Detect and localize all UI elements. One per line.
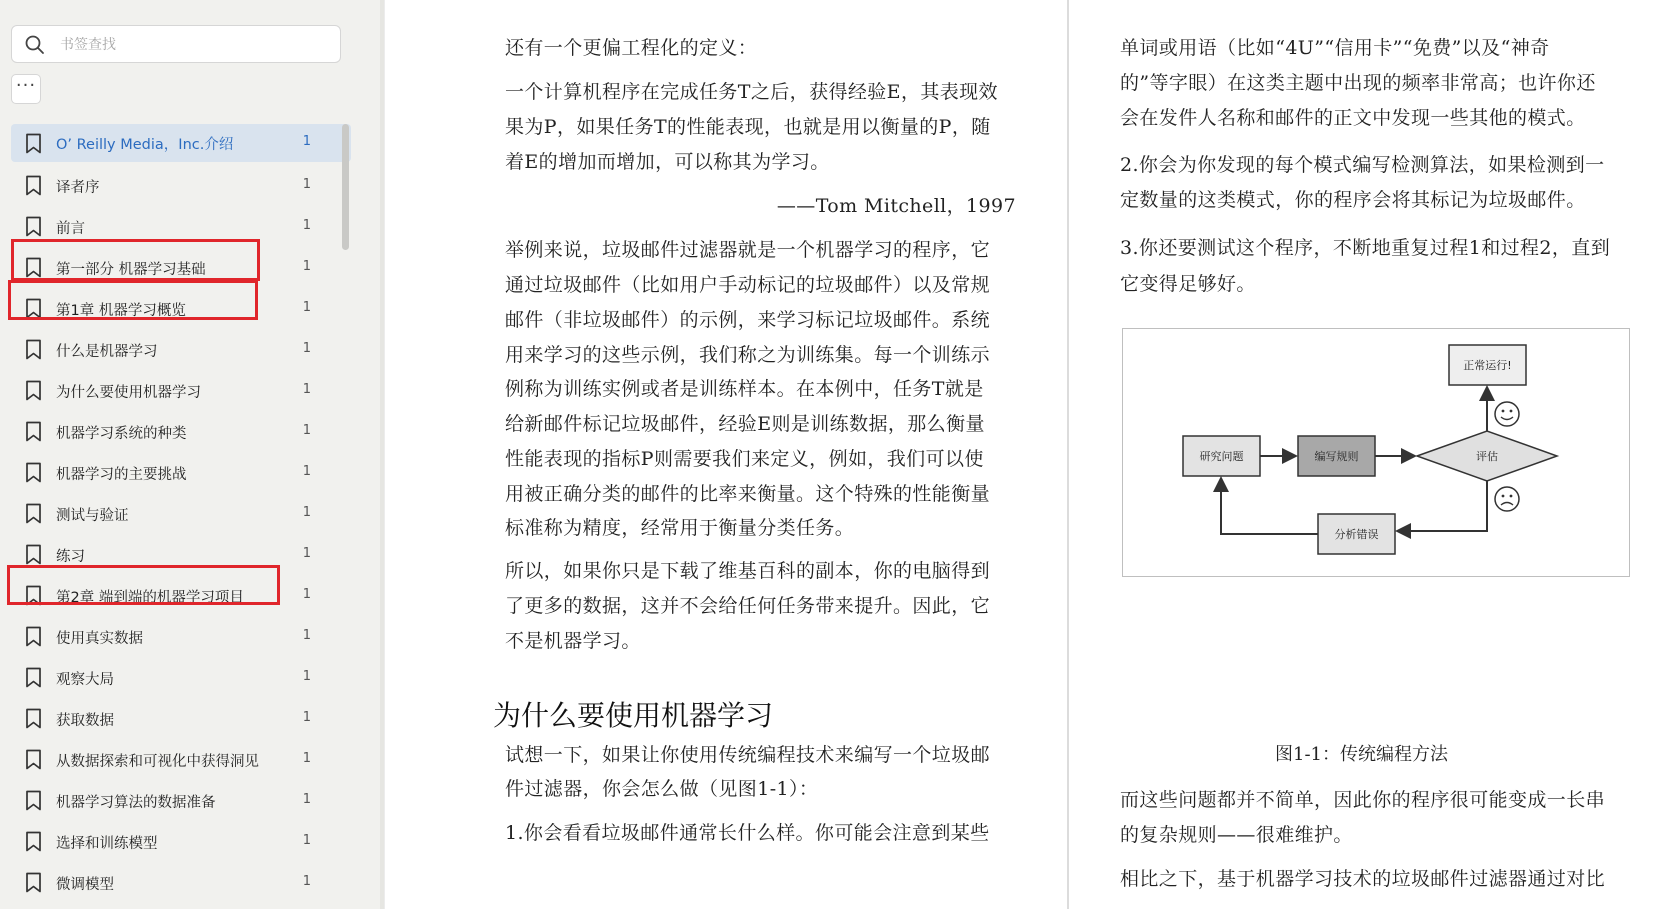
bookmark-item[interactable] [11,370,351,411]
bookmark-page-number: 1 [302,218,311,233]
search-icon [24,34,46,56]
body-text-line: 而这些问题都并不简单，因此你的程序很可能变成一长串 [1120,789,1606,811]
bookmark-page-number: 1 [302,423,311,438]
body-text-line: 件过滤器，你会怎么做（见图1-1）： [505,778,819,800]
bookmark-page-number: 1 [302,587,311,602]
bookmark-item[interactable] [11,780,351,821]
bookmark-label: 获取数据 [56,713,114,729]
figure-traditional-programming [1122,328,1630,577]
bookmark-label: 第1章 机器学习概览 [56,303,186,319]
bookmark-page-number: 1 [302,751,311,766]
bookmark-icon [25,462,42,483]
body-text-line: 定数量的这类模式，你的程序会将其标记为垃圾邮件。 [1120,189,1586,211]
bookmark-page-number: 1 [302,464,311,479]
body-text-line: 的复杂规则——很难维护。 [1120,824,1353,846]
node-label-launch: 正常运行! [1463,359,1512,372]
bookmark-item[interactable] [11,493,351,534]
bookmark-label: 观察大局 [56,672,114,688]
sidebar-divider[interactable] [380,0,384,909]
body-text-line: 的”等字眼）在这类主题中出现的频率非常高；也许你还 [1120,72,1596,94]
body-text-line: 标准称为精度，经常用于衡量分类任务。 [505,517,855,539]
bookmark-label: 从数据探索和可视化中获得洞见 [56,754,259,770]
bookmark-label: 机器学习的主要挑战 [56,467,187,483]
body-text-line: 着E的增加而增加，可以称其为学习。 [505,151,830,173]
bookmark-label: 第一部分 机器学习基础 [56,262,206,278]
bookmark-page-number: 1 [302,300,311,315]
bookmark-label: 机器学习系统的种类 [56,426,187,442]
bookmark-page-number: 1 [302,833,311,848]
bookmark-label: 为什么要使用机器学习 [56,385,201,401]
bookmark-sidebar [0,0,380,909]
body-text-line: 相比之下，基于机器学习技术的垃圾邮件过滤器通过对比 [1120,868,1606,890]
body-text-line: 了更多的数据，这并不会给任何任务带来提升。因此，它 [505,595,991,617]
bookmark-item[interactable] [11,821,351,862]
flowchart-diagram [1123,329,1631,578]
bookmark-item[interactable] [11,411,351,452]
bookmark-page-number: 1 [302,792,311,807]
body-text-line: 用被正确分类的邮件的比率来衡量。这个特殊的性能衡量 [505,483,991,505]
happy-face-icon [1495,402,1519,426]
bookmark-icon [25,421,42,442]
bookmark-item[interactable] [11,124,351,162]
bookmark-item[interactable] [11,329,351,370]
bookmark-icon [25,339,42,360]
body-text-line: 性能表现的指标P则需要我们来定义，例如，我们可以使 [505,448,984,470]
node-label-write: 编写规则 [1314,450,1359,463]
bookmark-item[interactable] [11,452,351,493]
bookmark-page-number: 1 [302,259,311,274]
bookmark-label: 什么是机器学习 [56,344,158,360]
bookmark-search-box[interactable] [11,25,341,63]
body-text-line: 通过垃圾邮件（比如用户手动标记的垃圾邮件）以及常规 [505,274,991,296]
sidebar-scrollbar-thumb[interactable] [342,124,349,250]
bookmark-page-number: 1 [302,710,311,725]
bookmark-label: 译者序 [56,180,100,196]
bookmark-icon [25,626,42,647]
bookmark-icon [25,175,42,196]
body-text-line: 还有一个更偏工程化的定义： [505,37,758,59]
bookmark-label: 前言 [56,221,85,237]
body-text-line: 所以，如果你只是下载了维基百科的副本，你的电脑得到 [505,560,991,582]
bookmark-item[interactable] [11,862,351,903]
bookmark-icon [25,872,42,893]
bookmark-search-input[interactable] [58,32,332,58]
bookmark-label: 机器学习算法的数据准备 [56,795,216,811]
bookmark-item[interactable] [11,657,351,698]
bookmark-label: 使用真实数据 [56,631,143,647]
bookmark-label: 测试与验证 [56,508,129,524]
body-text-line: 一个计算机程序在完成任务T之后，获得经验E，其表现效 [505,81,998,103]
node-label-analyze: 分析错误 [1334,528,1379,541]
node-label-evaluate: 评估 [1476,450,1498,463]
bookmark-label: O’ Reilly Media，Inc.介绍 [56,137,234,153]
section-heading: 为什么要使用机器学习 [493,699,774,732]
bookmark-item[interactable] [11,698,351,739]
highlight-box-part1 [11,239,260,281]
bookmark-item[interactable] [11,165,351,206]
body-text-line: 2.你会为你发现的每个模式编写检测算法，如果检测到一 [1120,154,1605,176]
body-text-line: 1.你会看看垃圾邮件通常长什么样。你可能会注意到某些 [505,822,990,844]
bookmark-page-number: 1 [302,546,311,561]
body-text-line: 果为P，如果任务T的性能表现，也就是用以衡量的P，随 [505,116,991,138]
body-text-line: 3.你还要测试这个程序，不断地重复过程1和过程2，直到 [1120,237,1611,259]
body-text-line: 用来学习的这些示例，我们称之为训练集。每一个训练示 [505,344,991,366]
bookmark-page-number: 1 [302,341,311,356]
bookmark-page-number: 1 [302,134,311,149]
sad-face-icon [1495,487,1519,511]
bookmark-icon [25,831,42,852]
body-text-line: 例称为训练实例或者是训练样本。在本例中，任务T就是 [505,378,984,400]
bookmark-icon [25,133,42,154]
bookmark-label: 第2章 端到端的机器学习项目 [56,590,244,606]
bookmark-item[interactable] [11,616,351,657]
bookmark-page-number: 1 [302,505,311,520]
bookmark-icon [25,380,42,401]
bookmark-label: 练习 [56,549,85,565]
body-text-line: 举例来说，垃圾邮件过滤器就是一个机器学习的程序，它 [505,239,991,261]
bookmark-item[interactable] [11,739,351,780]
highlight-box-chapter2 [7,565,280,605]
body-text-line: 邮件（非垃圾邮件）的示例，来学习标记垃圾邮件。系统 [505,309,991,331]
bookmark-label: 选择和训练模型 [56,836,158,852]
figure-caption: 图1-1：传统编程方法 [1275,744,1448,765]
body-text-line: 不是机器学习。 [505,630,641,652]
quote-attribution: ——Tom Mitchell，1997 [776,195,1016,217]
bookmark-page-number: 1 [302,382,311,397]
more-options-button[interactable]: ··· [11,74,41,104]
bookmark-label: 微调模型 [56,877,114,893]
bookmark-icon [25,790,42,811]
bookmark-page-number: 1 [302,628,311,643]
body-text-line: 给新邮件标记垃圾邮件，经验E则是训练数据，那么衡量 [505,413,985,435]
node-label-study: 研究问题 [1199,450,1244,463]
body-text-line: 单词或用语（比如“4U”“信用卡”“免费”以及“神奇 [1120,37,1550,59]
bookmark-page-number: 1 [302,177,311,192]
highlight-box-chapter1 [8,280,258,320]
bookmark-icon [25,667,42,688]
bookmark-icon [25,216,42,237]
bookmark-page-number: 1 [302,669,311,684]
bookmark-icon [25,749,42,770]
body-text-line: 会在发件人名称和邮件的正文中发现一些其他的模式。 [1120,107,1586,129]
bookmark-icon [25,544,42,565]
bookmark-page-number: 1 [302,874,311,889]
body-text-line: 它变得足够好。 [1120,273,1256,295]
body-text-line: 试想一下，如果让你使用传统编程技术来编写一个垃圾邮 [505,744,991,766]
bookmark-icon [25,708,42,729]
bookmark-icon [25,503,42,524]
